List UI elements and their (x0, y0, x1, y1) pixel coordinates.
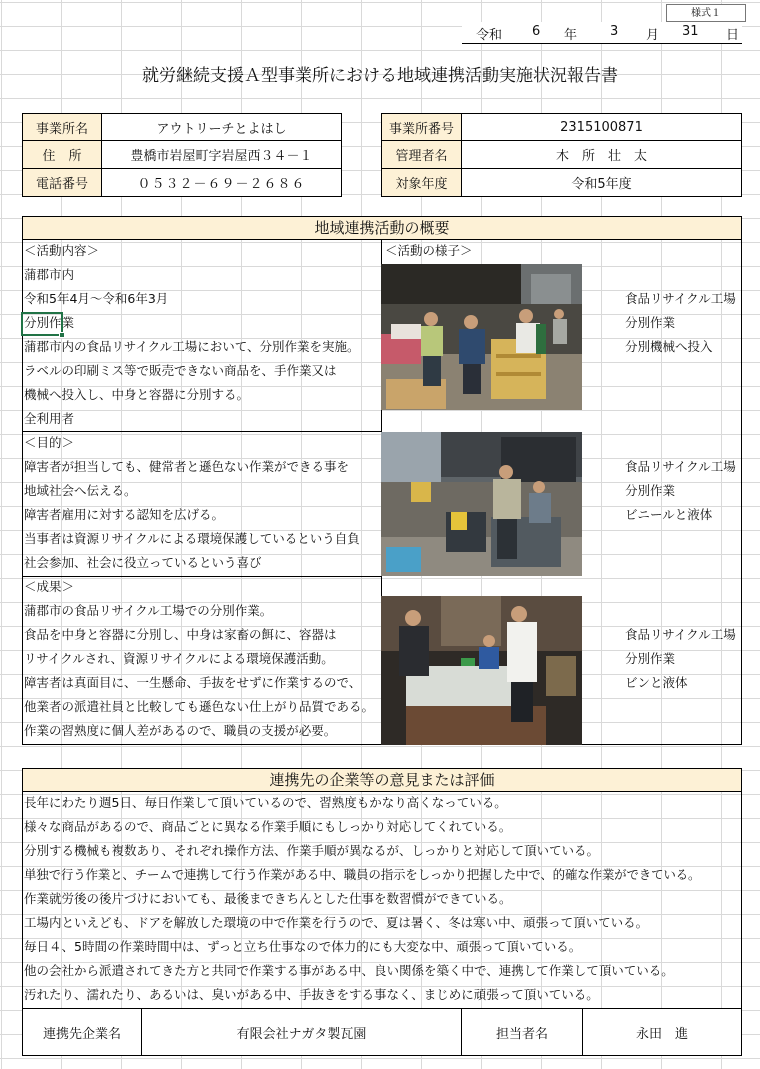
form-number: 様式１ (666, 4, 746, 22)
manager-label: 管理者名 (381, 140, 462, 169)
manager-value: 木 所 壮 太 (461, 140, 742, 169)
content-line: 蒲郡市内 (24, 267, 75, 282)
content-line: 機械へ投入し、中身と容器に分別する。 (24, 387, 250, 402)
result-line: 蒲郡市の食品リサイクル工場での分別作業。 (24, 603, 273, 618)
purpose-line: 当事者は資源リサイクルによる環境保護しているという自負 (24, 531, 360, 546)
address-value: 豊橋市岩屋町字岩屋西３４－１ (101, 140, 342, 169)
page-title: 就労継続支援Ａ型事業所における地域連携活動実施状況報告書 (142, 66, 618, 86)
evaluation-line: 毎日４、5時間の作業時間中は、ずっと立ち仕事なので体力的にも大変な中、頑張って頂いている。 (24, 939, 582, 954)
activity-photo-3 (381, 596, 582, 745)
evaluation-line: 長年にわたり週5日、毎日作業して頂いているので、習熟度もかなり高くなっている。 (24, 795, 507, 810)
selected-cell[interactable] (21, 312, 63, 336)
date-year-unit: 年 (564, 28, 578, 43)
partner-contact-value: 永田 進 (582, 1008, 742, 1056)
partner-company-label: 連携先企業名 (22, 1008, 142, 1056)
result-line: 障害者は真面目に、一生懸命、手抜をせずに作業するので、 (24, 675, 362, 690)
photos-heading: ＜活動の様子＞ (385, 243, 473, 258)
content-line: 全利用者 (24, 411, 75, 426)
evaluation-line: 分別する機械も複数あり、それぞれ操作方法、作業手順が異なるが、しっかりと対応して頂いている。 (24, 843, 600, 858)
photo-1-caption: 食品リサイクル工場 (625, 291, 736, 306)
evaluation-line: 汚れたり、濡れたり、あるいは、臭いがある中、手抜きをする事なく、まじめに頑張って頂いている。 (24, 987, 599, 1002)
result-line: 食品を中身と容器に分別し、中身は家畜の餌に、容器は (24, 627, 337, 642)
evaluation-heading: 連携先の企業等の意見または評価 (22, 768, 742, 792)
office-name-value: アウトリーチとよはし (101, 113, 342, 141)
phone-label: 電話番号 (22, 168, 102, 197)
photo-3-caption: 分別作業 (625, 651, 676, 666)
evaluation-line: 他の会社から派遣されてきた方と共同で作業する事がある中、良い関係を築く中で、連携して作業して頂いている。 (24, 963, 674, 978)
office-name-label: 事業所名 (22, 113, 102, 141)
purpose-heading: ＜目的＞ (24, 435, 75, 450)
overview-heading: 地域連携活動の概要 (22, 216, 742, 240)
content-line: 蒲郡市内の食品リサイクル工場において、分別作業を実施。 (24, 339, 360, 354)
address-label: 住 所 (22, 140, 102, 169)
activity-photo-2 (381, 432, 582, 576)
purpose-line: 障害者雇用に対する認知を広げる。 (24, 507, 225, 522)
result-line: リサイクルされ、資源リサイクルによる環境保護活動。 (24, 651, 334, 666)
purpose-line: 障害者が担当しても、健常者と遜色ない作業ができる事を (24, 459, 350, 474)
purpose-line: 地域社会へ伝える。 (24, 483, 137, 498)
date-era: 令和 (476, 28, 503, 43)
result-line: 他業者の派遣社員と比較しても遜色ない仕上がり品質である。 (24, 699, 375, 714)
phone-value: ０５３２－６９－２６８６ (101, 168, 342, 197)
content-line: 令和5年4月～令和6年3月 (24, 291, 169, 306)
info-table-left (22, 113, 342, 197)
overview-divider-2 (22, 576, 382, 577)
partner-contact-label: 担当者名 (461, 1008, 583, 1056)
photo-1-caption: 分別作業 (625, 315, 676, 330)
evaluation-line: 様々な商品があるので、商品ごとに異なる作業手順にもしっかり対応してくれている。 (24, 819, 512, 834)
content-line: ラベルの印刷ミス等で販売できない商品を、手作業又は (24, 363, 337, 378)
photo-2-caption: 分別作業 (625, 483, 676, 498)
date-day-unit: 日 (726, 28, 740, 43)
date-day: 31 (682, 24, 699, 39)
activity-content-heading: ＜活動内容＞ (24, 243, 100, 258)
date-month: 3 (610, 24, 619, 39)
evaluation-line: 作業就労後の後片づけにおいても、最後まできちんとした仕事を数習慣ができている。 (24, 891, 512, 906)
date-year: 6 (532, 24, 541, 39)
date-month-unit: 月 (646, 28, 660, 43)
photo-2-caption: ビニールと液体 (625, 507, 713, 522)
photo-2-caption: 食品リサイクル工場 (625, 459, 736, 474)
photo-1-caption: 分別機械へ投入 (625, 339, 713, 354)
date-row (462, 22, 742, 44)
partner-company-value: 有限会社ナガタ製瓦園 (141, 1008, 462, 1056)
overview-divider-1 (22, 431, 382, 432)
evaluation-line: 単独で行う作業と、チームで連携して行う作業がある中、職員の指示をしっかり把握した中で、的確な作業ができている。 (24, 867, 701, 882)
purpose-line: 社会参加、社会に役立っているという喜び (24, 555, 262, 570)
result-heading: ＜成果＞ (24, 579, 75, 594)
target-year-label: 対象年度 (381, 168, 462, 197)
partner-row (22, 1008, 742, 1056)
photo-3-caption: 食品リサイクル工場 (625, 627, 736, 642)
target-year-value: 令和5年度 (461, 168, 742, 197)
office-number-value: 2315100871 (461, 113, 742, 141)
result-line: 作業の習熟度に個人差があるので、職員の支援が必要。 (24, 723, 337, 738)
photo-3-caption: ビンと液体 (625, 675, 688, 690)
content-line[interactable]: 分別作業 (24, 315, 75, 330)
activity-photo-1 (381, 264, 582, 410)
evaluation-line: 工場内といえども、ドアを解放した環境の中で作業を行うので、夏は暑く、冬は寒い中、頑張って頂いている。 (24, 915, 649, 930)
office-number-label: 事業所番号 (381, 113, 462, 141)
info-table-right (381, 113, 742, 197)
